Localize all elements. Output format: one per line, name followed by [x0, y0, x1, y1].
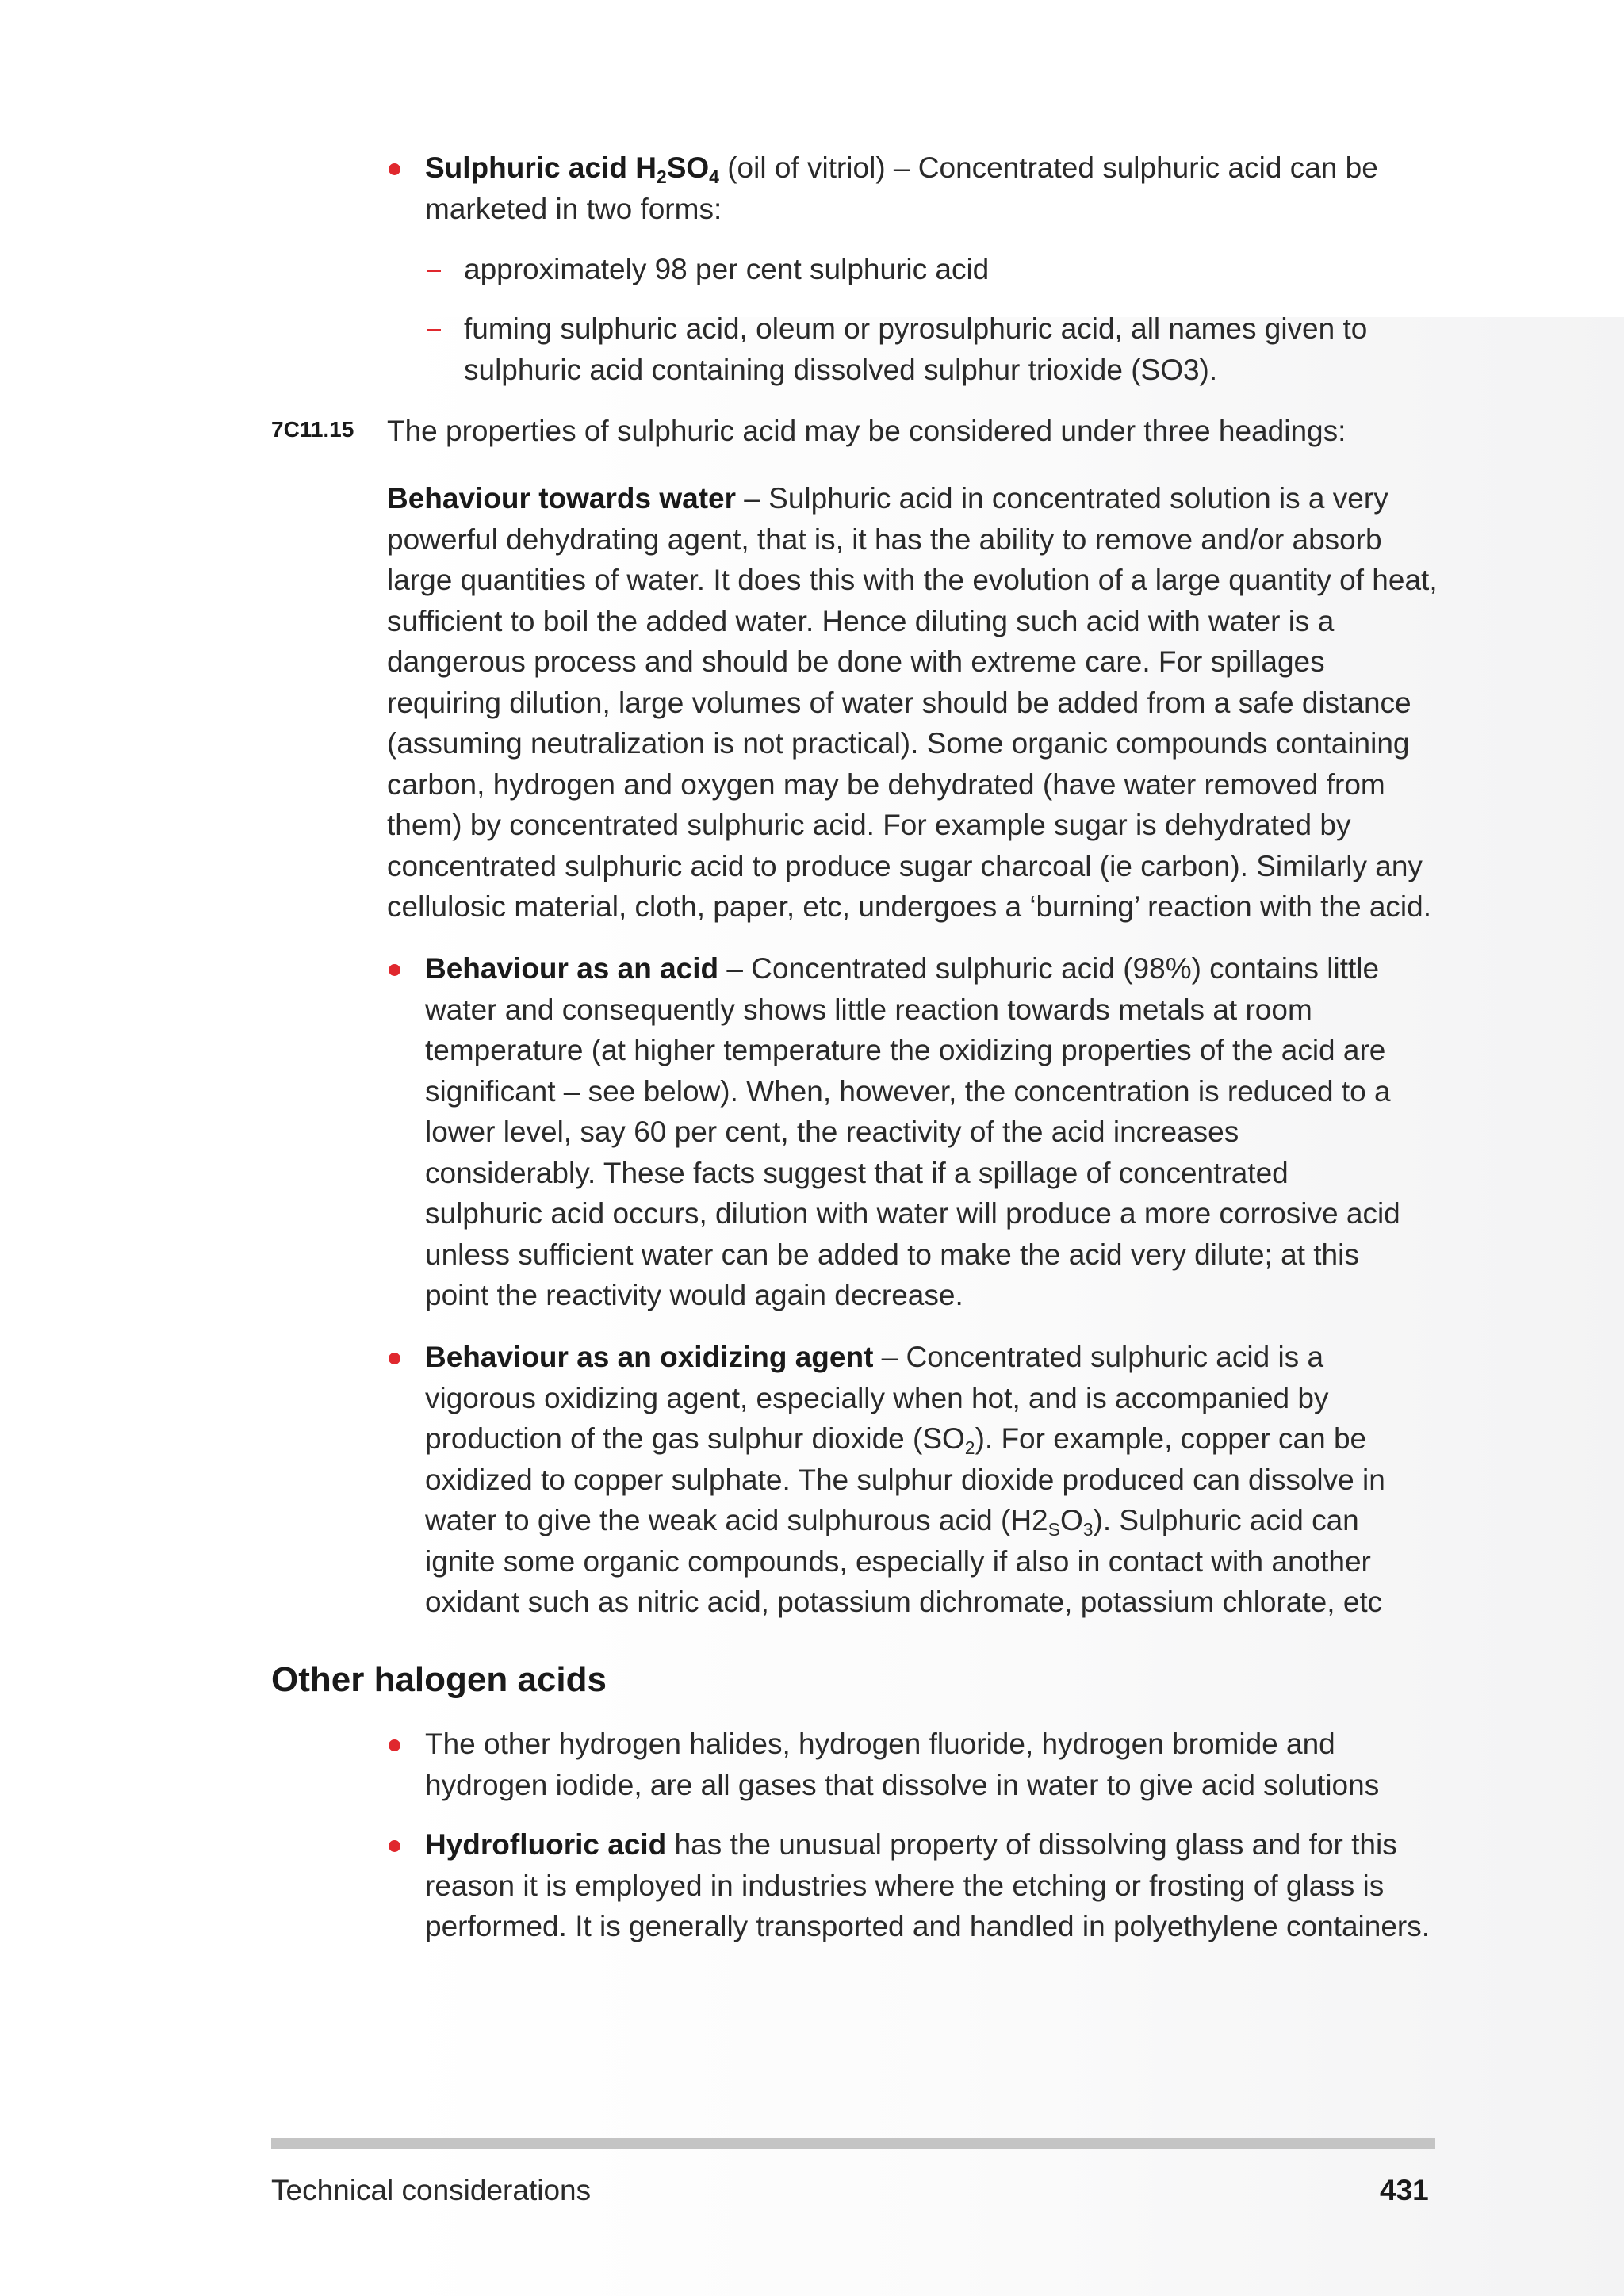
sub-item: approximately 98 per cent sulphuric acid [464, 253, 990, 285]
bullet-icon [389, 964, 400, 976]
footer-section-title: Technical considerations [271, 2174, 592, 2206]
page-number: 431 [1380, 2174, 1429, 2206]
clause-intro: The properties of sulphuric acid may be considered under three headings: [387, 415, 1346, 447]
dash-icon [427, 270, 441, 272]
hydrofluoric-paragraph: Hydrofluoric acid has the unusual property of dissolving glass and for this reason it is employed in industries where the etching or frosting of glass is performed. It is generally transported and handled in polyethylene containers. [425, 1828, 1430, 1942]
bullet-icon [389, 1739, 400, 1751]
water-label: Behaviour towards water [387, 482, 737, 515]
section-heading: Other halogen acids [271, 1660, 607, 1699]
clause-number: 7C11.15 [271, 417, 354, 442]
acid-label: Behaviour as an acid [425, 952, 719, 985]
oxidizing-label: Behaviour as an oxidizing agent [425, 1341, 874, 1373]
oxidizing-paragraph: Behaviour as an oxidizing agent – Concentrated sulphuric acid is a vigorous oxidizing agent, especially when hot, and is accompanied by production of the gas sulphur dioxide $(SO_2)$. For example, copper can be oxidized to copper sulphate. The sulphur dioxide produced can dissolve in water to give the weak acid sulphurous acid $(H2_SO_3)$. Sulphuric acid can ignite some organic compounds, especially if also in contact with another oxidant such as nitric acid, potassium dichromate, potassium chlorate, etc [425, 1341, 1385, 1618]
hydrofluoric-label: Hydrofluoric acid [425, 1828, 667, 1861]
halides-paragraph: The other hydrogen halides, hydrogen fluoride, hydrogen bromide and hydrogen iodide, are all gases that dissolve in water to give acid solutions [425, 1728, 1380, 1801]
sulphuric-acid-label: Sulphuric acid $H_2SO_4$ [425, 151, 719, 187]
footer-rule [271, 2138, 1435, 2149]
bullet-icon [389, 1840, 400, 1852]
bullet-icon [389, 1353, 400, 1364]
acid-paragraph: Behaviour as an acid – Concentrated sulphuric acid (98%) contains little water and consequently shows little reaction towards metals at room temperature (at higher temperature the oxidizing properties of the acid are significant – see below). When, however, the concentration is reduced to a lower level, say 60 per cent, the reactivity of the acid increases considerably. These facts suggest that if a spillage of concentrated sulphuric acid occurs, dilution with water will produce a more corrosive acid unless sufficient water can be added to make the acid very dilute; at this point the reactivity would again decrease. [425, 952, 1400, 1311]
bullet-icon [389, 163, 400, 175]
sulphuric-acid-paragraph: Sulphuric acid $H_2SO_4$ (oil of vitriol) – Concentrated sulphuric acid can be marketed in two forms: [425, 151, 1378, 225]
water-paragraph: Behaviour towards water – Sulphuric acid in concentrated solution is a very powerful dehydrating agent, that is, it has the ability to remove and/or absorb large quantities of water. It does this with the evolution of a large quantity of heat, sufficient to boil the added water. Hence diluting such acid with water is a dangerous process and should be done with extreme care. For spillages requiring dilution, large volumes of water should be added from a safe distance (assuming neutralization is not practical). Some organic compounds containing carbon, hydrogen and oxygen may be dehydrated (have water removed from them) by concentrated sulphuric acid. For example sugar is dehydrated by concentrated sulphuric acid to produce sugar charcoal (ie carbon). Similarly any cellulosic material, cloth, paper, etc, undergoes a ‘burning’ reaction with the acid. [387, 482, 1438, 923]
dash-icon [427, 329, 441, 331]
sub-item: fuming sulphuric acid, oleum or pyrosulphuric acid, all names given to sulphuric acid containing dissolved sulphur trioxide (SO3). [464, 312, 1368, 386]
